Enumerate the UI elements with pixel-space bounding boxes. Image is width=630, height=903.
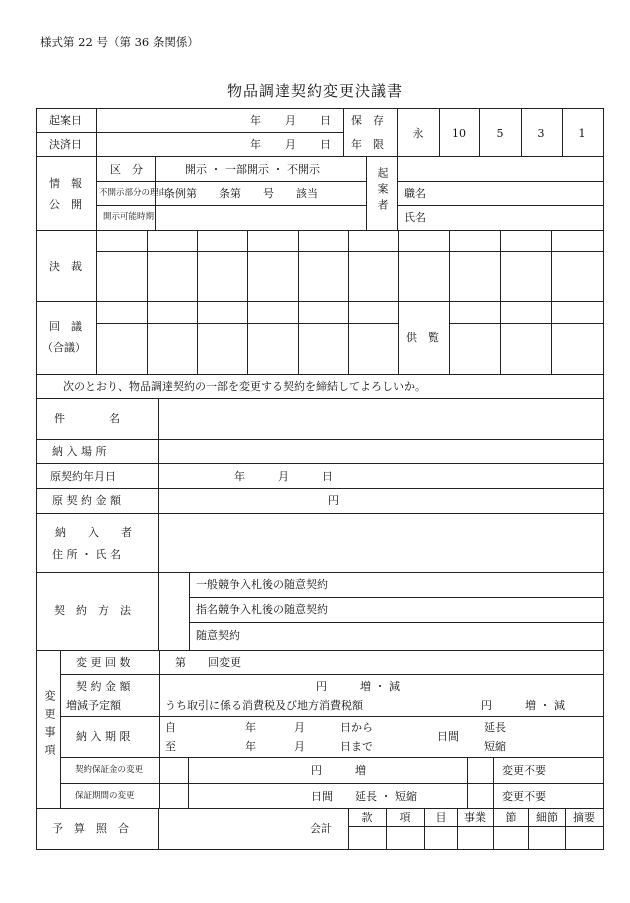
contract-method-label: 契 約 方 法 — [54, 604, 131, 617]
change-count-value: 第 回変更 — [175, 656, 241, 669]
warranty-no-change[interactable]: 変更不要 — [502, 790, 546, 803]
disclosure-label-bottom: 公 開 — [49, 198, 82, 211]
deposit-value: 円 増 — [311, 764, 366, 777]
retention-option-permanent[interactable]: 永 — [412, 127, 424, 140]
budget-label: 予 算 照 合 — [52, 822, 129, 835]
period-to-suffix: 日まで — [340, 740, 373, 753]
disclosure-label-top: 情 報 — [49, 177, 82, 190]
disclosure-period-label: 開示可能時期 — [103, 212, 155, 222]
warranty-value: 日間 延長 ・ 短縮 — [311, 790, 417, 803]
retention-option-3[interactable]: 3 — [537, 127, 545, 140]
delivery-place-label: 納 入 場 所 — [52, 445, 107, 458]
period-to: 至 — [165, 740, 176, 753]
drafter-name-label: 氏名 — [404, 211, 426, 224]
disclosure-reason-value: 条例第 条第 号 該当 — [164, 187, 318, 200]
original-amount-yen: 円 — [328, 494, 339, 507]
disclosure-category-value: 開示 ・ 一部開示 ・ 不開示 — [185, 163, 320, 176]
decision-label: 決 裁 — [49, 260, 82, 273]
drafter-position-label: 職名 — [404, 187, 426, 200]
disclosure-category-label: 区 分 — [110, 163, 143, 176]
drafter-label: 起案者 — [376, 167, 389, 215]
disclosure-reason-label: 不開示部分の理由 — [99, 188, 168, 198]
subject-label: 件 名 — [54, 412, 120, 425]
original-date-value: 年 月 日 — [234, 470, 333, 483]
method-option-general[interactable]: 一般競争入札後の随意契約 — [196, 578, 328, 591]
decision-year: 年 — [250, 138, 261, 151]
tax-amount: 円 増 ・ 減 — [481, 699, 565, 712]
budget-col-kan: 款 — [361, 811, 373, 824]
budget-col-saisetsu: 細節 — [536, 811, 558, 824]
form-number: 様式第 22 号（第 36 条関係） — [40, 35, 199, 49]
draft-month: 月 — [285, 114, 296, 127]
retention-option-5[interactable]: 5 — [496, 127, 504, 140]
budget-col-kou: 項 — [399, 811, 411, 824]
circulation-label: 供 覧 — [406, 331, 439, 344]
draft-date-label: 起案日 — [49, 114, 82, 127]
method-option-nominated[interactable]: 指名競争入札後の随意契約 — [196, 603, 328, 616]
method-option-private[interactable]: 随意契約 — [196, 629, 240, 642]
changes-label: 変更事項 — [43, 690, 56, 762]
draft-year: 年 — [250, 114, 261, 127]
decision-date-label: 決済日 — [49, 138, 82, 151]
change-count-label: 変 更 回 数 — [76, 656, 131, 669]
page-title: 物品調達契約変更決議書 — [226, 82, 403, 100]
consult-label-bottom: （合議） — [42, 341, 86, 354]
deliverer-label-top: 納 入 者 — [55, 526, 132, 539]
period-from-year: 年 — [245, 721, 256, 734]
period-to-year: 年 — [245, 740, 256, 753]
period-shorten[interactable]: 短縮 — [484, 740, 506, 753]
period-label: 納 入 期 限 — [76, 730, 131, 743]
budget-col-setsu: 節 — [505, 811, 517, 824]
draft-day: 日 — [320, 114, 331, 127]
retention-option-1[interactable]: 1 — [578, 127, 586, 140]
decision-day: 日 — [320, 138, 331, 151]
consult-label-top: 回 議 — [49, 320, 82, 333]
amount-label: 契 約 金 額 — [76, 680, 131, 693]
original-date-label: 原契約年月日 — [50, 470, 116, 483]
amount-value: 円 増 ・ 減 — [316, 680, 400, 693]
deliverer-label-bottom: 住 所 ・ 氏 名 — [52, 548, 121, 561]
decision-month: 月 — [285, 138, 296, 151]
deposit-no-change[interactable]: 変更不要 — [502, 764, 546, 777]
original-amount-label: 原 契 約 金 額 — [52, 494, 121, 507]
tax-label: うち取引に係る消費税及び地方消費税額 — [165, 699, 363, 712]
retention-label-top: 保 存 — [351, 114, 384, 127]
retention-label-bottom: 年 限 — [351, 138, 384, 151]
amount-label-2: 増減予定額 — [66, 699, 121, 712]
period-extend[interactable]: 延長 — [484, 721, 506, 734]
retention-option-10[interactable]: 10 — [452, 127, 466, 140]
period-from-month: 月 — [294, 721, 305, 734]
period-from-suffix: 日から — [340, 721, 373, 734]
budget-col-jigyo: 事業 — [464, 811, 486, 824]
budget-col-tekiyo: 摘要 — [573, 811, 595, 824]
period-to-month: 月 — [294, 740, 305, 753]
budget-account: 会計 — [310, 822, 332, 835]
warranty-label: 保証期間の変更 — [75, 791, 135, 801]
period-days: 日間 — [437, 730, 459, 743]
deposit-label: 契約保証金の変更 — [75, 765, 144, 775]
budget-col-moku: 目 — [435, 811, 447, 824]
statement: 次のとおり、物品調達契約の一部を変更する契約を締結してよろしいか。 — [63, 380, 426, 393]
period-from: 自 — [165, 721, 176, 734]
